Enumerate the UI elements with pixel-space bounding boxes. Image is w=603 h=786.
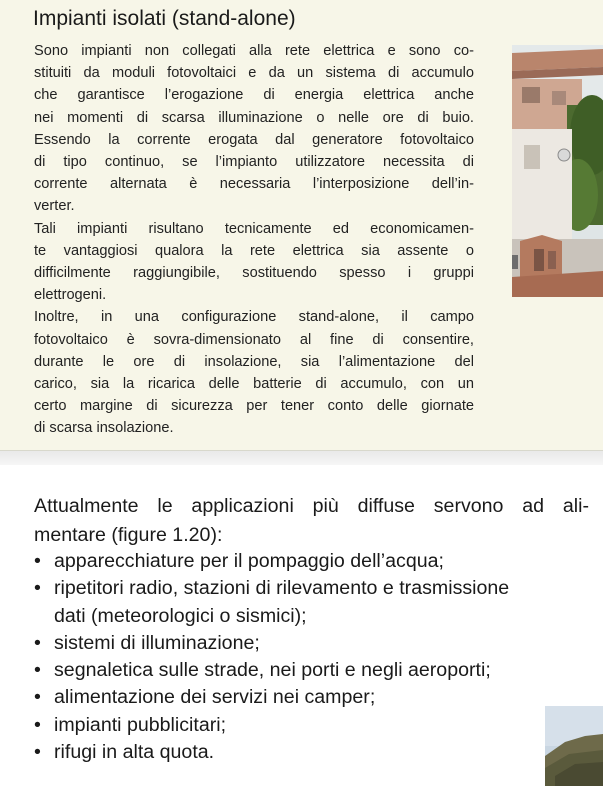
paragraph-line: nei momenti di scarsa illuminazione o nelle ore di buio. bbox=[34, 109, 474, 126]
bullet-icon: • bbox=[34, 686, 41, 709]
list-item-text: alimentazione dei servizi nei camper; bbox=[54, 686, 376, 709]
hillside-photo-image bbox=[545, 706, 603, 786]
paragraph-line: carico, sia la ricarica delle batterie di accumulo, con un bbox=[34, 376, 474, 393]
paragraph-line: Tali impianti risultano tecnicamente ed economicamen- bbox=[34, 220, 474, 237]
paragraph-line: te vantaggiosi qualora la rete elettrica sia assente o bbox=[34, 242, 474, 259]
section-separator bbox=[0, 451, 603, 465]
list-item bbox=[34, 575, 600, 630]
section-paragraph bbox=[34, 40, 474, 440]
paragraph-line: stituiti da moduli fotovoltaici e da un sistema di accumulo bbox=[34, 65, 474, 82]
bullet-icon: • bbox=[34, 550, 41, 572]
house-photo bbox=[512, 45, 603, 297]
section-title: Impianti isolati (stand-alone) bbox=[33, 7, 296, 30]
list-item bbox=[34, 630, 600, 657]
paragraph-line: difficilmente raggiungibile, sostituendo spesso i gruppi bbox=[34, 265, 474, 282]
paragraph-line: Inoltre, in una configurazione stand-alone, il campo bbox=[34, 309, 474, 326]
list-item bbox=[34, 548, 600, 575]
applications-section bbox=[0, 465, 603, 786]
paragraph-line: Essendo la corrente erogata dal generatore fotovoltaico bbox=[34, 131, 474, 148]
paragraph-line: durante le ore di insolazione, sia l’alimentazione del bbox=[34, 353, 474, 370]
list-item bbox=[34, 739, 600, 766]
list-item bbox=[34, 657, 600, 684]
bullet-icon: • bbox=[34, 631, 41, 654]
list-item-text: rifugi in alta quota. bbox=[54, 741, 215, 764]
list-item-continuation: dati (meteorologici o sismici); bbox=[54, 604, 307, 627]
paragraph-line: elettrogeni. bbox=[34, 287, 107, 304]
bullet-icon: • bbox=[34, 659, 41, 682]
intro-line: mentare (figure 1.20): bbox=[34, 524, 223, 546]
paragraph-line: certo margine di sicurezza per tener conto delle giornate bbox=[34, 398, 474, 415]
hillside-photo bbox=[545, 706, 603, 786]
intro-line: Attualmente le applicazioni più diffuse servono ad ali- bbox=[34, 495, 589, 517]
paragraph-line: corrente alternata è necessaria l’interposizione dell’in- bbox=[34, 176, 474, 193]
house-photo-image bbox=[512, 45, 603, 297]
list-item-text: segnaletica sulle strade, nei porti e negli aeroporti; bbox=[54, 659, 491, 682]
paragraph-line: Sono impianti non collegati alla rete elettrica e sono co- bbox=[34, 43, 474, 59]
bullet-icon: • bbox=[34, 741, 41, 764]
paragraph-line: di scarsa insolazione. bbox=[34, 420, 174, 437]
list-item-text: apparecchiature per il pompaggio dell’acqua; bbox=[54, 550, 444, 572]
bullet-icon: • bbox=[34, 577, 41, 600]
list-item-text: ripetitori radio, stazioni di rilevamento e trasmissione bbox=[54, 577, 510, 600]
list-item-text: impianti pubblicitari; bbox=[54, 713, 227, 736]
applications-list bbox=[34, 548, 600, 766]
paragraph-line: che garantisce l’erogazione di energia elettrica anche bbox=[34, 87, 474, 104]
paragraph-line: fotovoltaico è sovra-dimensionato al fine di consentire, bbox=[34, 331, 474, 348]
list-item bbox=[34, 712, 600, 739]
list-item bbox=[34, 684, 600, 711]
paragraph-line: di tipo continuo, se l’impianto utilizzatore necessita di bbox=[34, 154, 474, 171]
paragraph-line: verter. bbox=[34, 198, 75, 215]
bullet-icon: • bbox=[34, 713, 41, 736]
list-item-text: sistemi di illuminazione; bbox=[54, 631, 260, 654]
applications-intro bbox=[34, 492, 589, 550]
